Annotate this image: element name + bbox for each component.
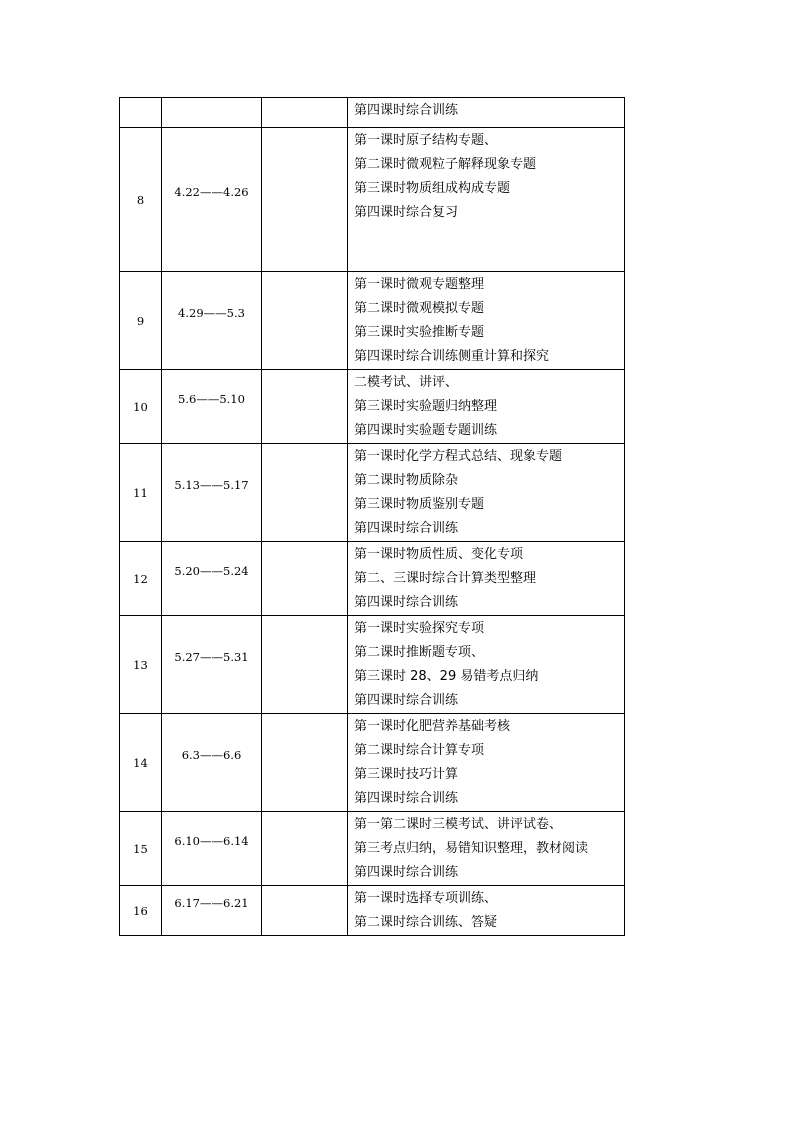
empty-cell [262,444,348,542]
table-row [120,272,625,370]
empty-cell [262,714,348,812]
table-row [120,444,625,542]
content-line: 第三课时实验推断专题 [354,325,485,340]
date-text: 6.10——6.14 [174,833,249,848]
date-cell [162,444,262,542]
empty-cell [262,272,348,370]
table-row [120,812,625,886]
content-cell [348,886,625,936]
empty-cell [262,812,348,886]
date-text: 5.20——5.24 [174,563,249,578]
week-cell: 15 [120,812,162,886]
content-line: 第三考点归纳，易错知识整理，教材阅读 [354,841,589,856]
table-row [120,542,625,616]
content-cell [348,272,625,370]
content-line: 第二课时微观粒子解释现象专题 [354,157,537,172]
week-cell: 12 [120,542,162,616]
content-cell [348,370,625,444]
date-text: 4.22——4.26 [174,184,249,199]
empty-cell [262,370,348,444]
table-row [120,886,625,936]
table-row [120,616,625,714]
content-line: 第一课时化学方程式总结、现象专题 [354,449,563,464]
content-line: 第二、三课时综合计算类型整理 [354,571,537,586]
empty-cell [262,616,348,714]
week-cell: 13 [120,616,162,714]
content-cell [348,616,625,714]
content-line: 第四课时综合训练侧重计算和探究 [354,349,550,364]
content-line: 第一第二课时三模考试、讲评试卷、 [354,817,563,832]
content-line: 第三课时 28、29 易错考点归纳 [354,669,539,684]
table-row [120,370,625,444]
content-cell [348,128,625,272]
content-line: 第三课时物质鉴别专题 [354,497,485,512]
content-line: 第二课时微观模拟专题 [354,301,485,316]
empty-cell [262,98,348,128]
date-text: 4.29——5.3 [178,305,245,320]
empty-cell [262,542,348,616]
content-line: 第一课时化肥营养基础考核 [354,719,511,734]
content-line: 第二课时推断题专项、 [354,645,485,660]
schedule-table [119,97,625,936]
empty-cell [262,886,348,936]
schedule-body [120,98,625,936]
week-cell [120,98,162,128]
date-text: 6.3——6.6 [181,747,242,762]
content-line: 第四课时综合训练 [354,595,459,610]
date-cell [162,812,262,886]
content-line: 第二课时物质除杂 [354,473,459,488]
week-cell: 10 [120,370,162,444]
date-cell [162,886,262,936]
date-text: 6.17——6.21 [174,895,249,910]
week-cell: 11 [120,444,162,542]
content-line: 第一课时原子结构专题、 [354,133,498,148]
content-line: 第一课时物质性质、变化专项 [354,547,524,562]
content-line: 第四课时综合复习 [354,205,459,220]
content-line: 第四课时综合训练 [354,103,459,118]
content-cell [348,444,625,542]
content-cell [348,98,625,128]
content-line: 二模考试、讲评、 [354,375,459,390]
date-cell [162,128,262,272]
content-cell [348,714,625,812]
table-row [120,714,625,812]
content-line: 第四课时综合训练 [354,791,459,806]
week-cell: 9 [120,272,162,370]
content-line: 第二课时综合训练、答疑 [354,915,498,930]
content-line: 第四课时综合训练 [354,693,459,708]
week-cell: 8 [120,128,162,272]
content-line: 第一课时选择专项训练、 [354,891,498,906]
content-line: 第四课时实验题专题训练 [354,423,498,438]
date-text: 5.27——5.31 [174,649,249,664]
date-cell [162,272,262,370]
content-line: 第三课时实验题归纳整理 [354,399,498,414]
content-cell [348,542,625,616]
table-row [120,98,625,128]
content-line: 第一课时微观专题整理 [354,277,485,292]
date-cell [162,98,262,128]
date-text: 5.13——5.17 [174,477,249,492]
content-line: 第二课时综合计算专项 [354,743,485,758]
date-text: 5.6——5.10 [178,391,245,406]
content-line: 第一课时实验探究专项 [354,621,485,636]
date-cell [162,616,262,714]
empty-cell [262,128,348,272]
content-line: 第四课时综合训练 [354,865,459,880]
content-cell [348,812,625,886]
date-cell [162,542,262,616]
table-row [120,128,625,272]
week-cell: 16 [120,886,162,936]
content-line: 第三课时技巧计算 [354,767,459,782]
content-line: 第四课时综合训练 [354,521,459,536]
date-cell [162,714,262,812]
week-cell: 14 [120,714,162,812]
content-line: 第三课时物质组成构成专题 [354,181,511,196]
date-cell [162,370,262,444]
